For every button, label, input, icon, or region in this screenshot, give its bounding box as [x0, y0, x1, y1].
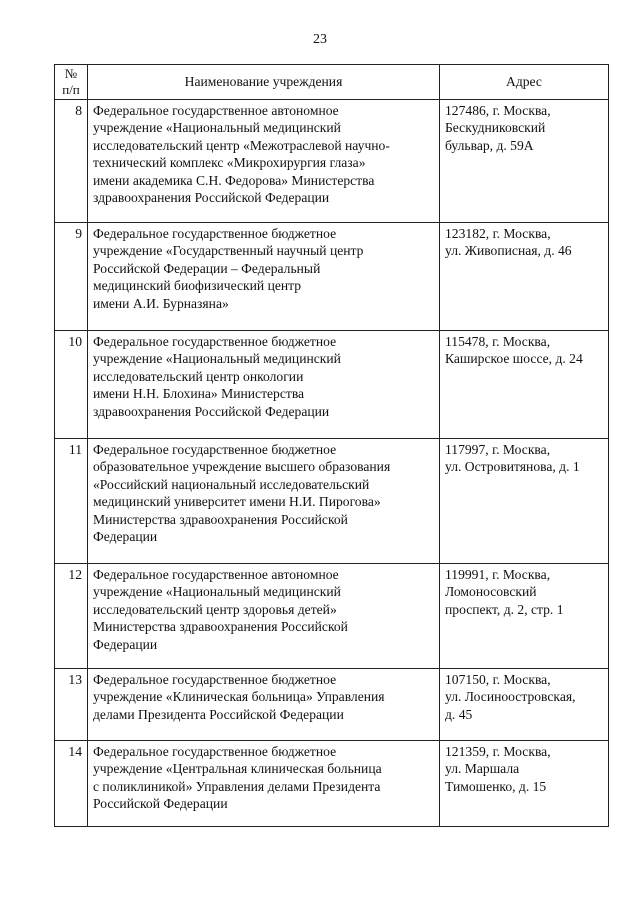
- table-row: [55, 669, 609, 741]
- institutions-table: [54, 64, 609, 827]
- row-number: 11: [68, 442, 82, 457]
- institution-address: 119991, г. Москва, Ломоносовский проспект, д. 2, стр. 1: [445, 567, 564, 617]
- row-number-cell: [55, 100, 88, 223]
- institution-address-cell: [440, 564, 609, 669]
- row-number: 14: [68, 744, 82, 759]
- institution-name-cell: [88, 331, 440, 439]
- header-address-label: Адрес: [506, 74, 542, 90]
- institution-name: Федеральное государственное автономное учреждение «Национальный медицинский исследовательский центр здоровья детей» Министерства здравоохранения Российской Федерации: [93, 567, 348, 652]
- institution-address: 123182, г. Москва, ул. Живописная, д. 46: [445, 226, 572, 259]
- institution-name: Федеральное государственное бюджетное учреждение «Клиническая больница» Управления делами Президента Российской Федерации: [93, 672, 385, 722]
- institution-address: 117997, г. Москва, ул. Островитянова, д. 1: [445, 442, 580, 475]
- institution-address-cell: [440, 100, 609, 223]
- institution-address: 121359, г. Москва, ул. Маршала Тимошенко, д. 15: [445, 744, 551, 794]
- institution-name: Федеральное государственное автономное учреждение «Национальный медицинский исследовательский центр «Межотраслевой научно- технический комплекс «Микрохирургия глаза» имени академика С.Н. Федорова» Министерства здравоохранения Российской Федерации: [93, 103, 390, 206]
- institution-name-cell: [88, 669, 440, 741]
- institution-name-cell: [88, 100, 440, 223]
- row-number-cell: [55, 564, 88, 669]
- table-row: [55, 741, 609, 827]
- institution-name: Федеральное государственное бюджетное образовательное учреждение высшего образования «Российский национальный исследовательский медицинский университет имени Н.И. Пирогова» Министерства здравоохранения Российской Федерации: [93, 442, 391, 545]
- row-number: 10: [68, 334, 82, 349]
- institution-address: 127486, г. Москва, Бескудниковский бульвар, д. 59А: [445, 103, 551, 153]
- row-number-cell: [55, 223, 88, 331]
- institution-address: 107150, г. Москва, ул. Лосиноостровская, д. 45: [445, 672, 576, 722]
- institution-name-cell: [88, 439, 440, 564]
- institution-name: Федеральное государственное бюджетное учреждение «Национальный медицинский исследовательский центр онкологии имени Н.Н. Блохина» Министерства здравоохранения Российской Федерации: [93, 334, 341, 419]
- row-number-cell: [55, 669, 88, 741]
- institution-address-cell: [440, 439, 609, 564]
- institution-name: Федеральное государственное бюджетное учреждение «Государственный научный центр Российской Федерации – Федеральный медицинский биофизический центр имени А.И. Бурназяна»: [93, 226, 364, 311]
- table-row: [55, 564, 609, 669]
- header-number: [55, 65, 88, 100]
- institution-address: 115478, г. Москва, Каширское шоссе, д. 24: [445, 334, 583, 367]
- table-row: [55, 331, 609, 439]
- table-header-row: [55, 65, 609, 100]
- institution-name-cell: [88, 223, 440, 331]
- header-address: [440, 65, 609, 100]
- row-number: 8: [75, 103, 82, 118]
- row-number-cell: [55, 331, 88, 439]
- page-number: 23: [313, 32, 327, 47]
- row-number: 9: [75, 226, 82, 241]
- table-row: [55, 100, 609, 223]
- row-number: 13: [68, 672, 82, 687]
- institution-name-cell: [88, 564, 440, 669]
- table-row: [55, 223, 609, 331]
- institution-address-cell: [440, 669, 609, 741]
- row-number-cell: [55, 439, 88, 564]
- institution-address-cell: [440, 331, 609, 439]
- institution-name: Федеральное государственное бюджетное учреждение «Центральная клиническая больница с поликлиникой» Управления делами Президента Российской Федерации: [93, 744, 382, 812]
- institution-address-cell: [440, 741, 609, 827]
- institution-address-cell: [440, 223, 609, 331]
- header-name-label: Наименование учреждения: [184, 74, 343, 90]
- row-number-cell: [55, 741, 88, 827]
- row-number: 12: [68, 567, 82, 582]
- header-name: [88, 65, 440, 100]
- institution-name-cell: [88, 741, 440, 827]
- table-row: [55, 439, 609, 564]
- header-number-label: № п/п: [62, 66, 80, 97]
